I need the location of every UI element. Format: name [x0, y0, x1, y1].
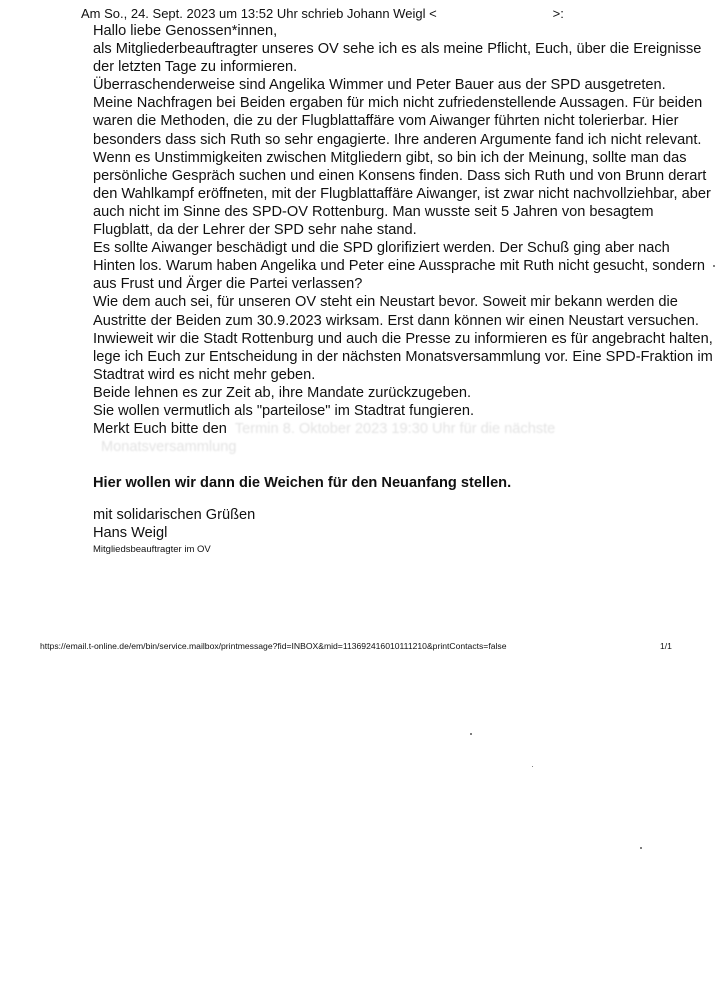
emphasis-line: Hier wollen wir dann die Weichen für den Neuanfang stellen.	[93, 475, 512, 492]
paragraph-press: Inwieweit wir die Stadt Rottenburg und auch die Presse zu informieren es für angebracht halten, lege ich Euch zur Entscheidung in der nächsten Monatsversammlung vor. Eine SPD-Fraktion im Stadtrat wird es nicht mehr geben.	[93, 330, 713, 383]
paragraph-restart: Wie dem auch sei, für unseren OV steht ein Neustart bevor. Soweit mir bekann werden die Austritte der Beiden zum 30.9.2023 wirksam. Erst dann können wir einen Neustart versuchen.	[93, 294, 699, 329]
scan-speck	[713, 265, 715, 267]
quote-header-text: Am So., 24. Sept. 2023 um 13:52 Uhr schrieb Johann Weigl <	[81, 6, 437, 21]
signature-name: Hans Weigl	[93, 525, 168, 542]
meeting-date-faded: Termin 8. Oktober 2023 19:30 Uhr für die nächste	[234, 421, 556, 438]
print-footer-url: https://email.t-online.de/em/bin/service.mailbox/printmessage?fid=INBOX&mid=113692416010111210&printContacts=false	[40, 641, 507, 651]
meeting-date-faded-2: Monatsversammlung	[101, 439, 237, 456]
letter-body	[93, 22, 713, 556]
paragraph-mandates: Beide lehnen es zur Zeit ab, ihre Mandate zurückzugeben.	[93, 384, 472, 401]
page-number: 1/1	[660, 641, 672, 651]
paragraph-independent: Sie wollen vermutlich als "parteilose" im Stadtrat fungieren.	[93, 402, 475, 419]
scan-speck	[640, 847, 642, 849]
quote-header-end: >:	[552, 6, 564, 21]
paragraph-inquiry: Meine Nachfragen bei Beiden ergaben für mich nicht zufriedenstellende Aussagen. Für beiden waren die Methoden, die zu der Flugblattaffäre vom Aiwanger führten nicht tolerierbar. Hier besonders dass sich Ruth so sehr engagierte. Ihre anderen Argumente fand ich nicht relevant. Wenn es Unstimmigkeiten zwischen Mitgliedern gibt, so bin ich der Meinung, sollte man das persönliche Gespräch suchen und einen Konsens finden. Dass sich Ruth und von Brunn derart den Wahlkampf eröffneten, mit der Flugblattaffäre Aiwanger, ist zwar nicht nachvollziehbar, aber auch nicht im Sinne des SPD-OV Rottenburg. Man wusste seit 5 Jahren von besagtem Flugblatt, da der Lehrer der SPD sehr nahe stand.	[93, 95, 711, 239]
closing-greeting: mit solidarischen Grüßen	[93, 507, 256, 524]
greeting: Hallo liebe Genossen*innen,	[93, 23, 278, 39]
paragraph-aiwanger: Es sollte Aiwanger beschädigt und die SPD glorifiziert werden. Der Schuß ging aber nach Hinten los. Warum haben Angelika und Peter eine Aussprache mit Ruth nicht gesucht, sondern aus Frust und Ärger die Partei verlassen?	[93, 240, 705, 293]
scan-speck	[532, 766, 533, 767]
meeting-date-visible: Merkt Euch bitte den	[93, 421, 227, 438]
paragraph-resignation: Überraschenderweise sind Angelika Wimmer und Peter Bauer aus der SPD ausgetreten.	[93, 77, 666, 94]
signature-role: Mitgliedsbeauftragter im OV	[93, 543, 211, 555]
paragraph-intro: als Mitgliederbeauftragter unseres OV sehe ich es als meine Pflicht, Euch, über die Ereignisse der letzten Tage zu informieren.	[93, 41, 702, 76]
paragraph-meeting-date	[93, 420, 713, 438]
email-quote-header	[81, 6, 564, 21]
scan-speck	[470, 733, 472, 735]
